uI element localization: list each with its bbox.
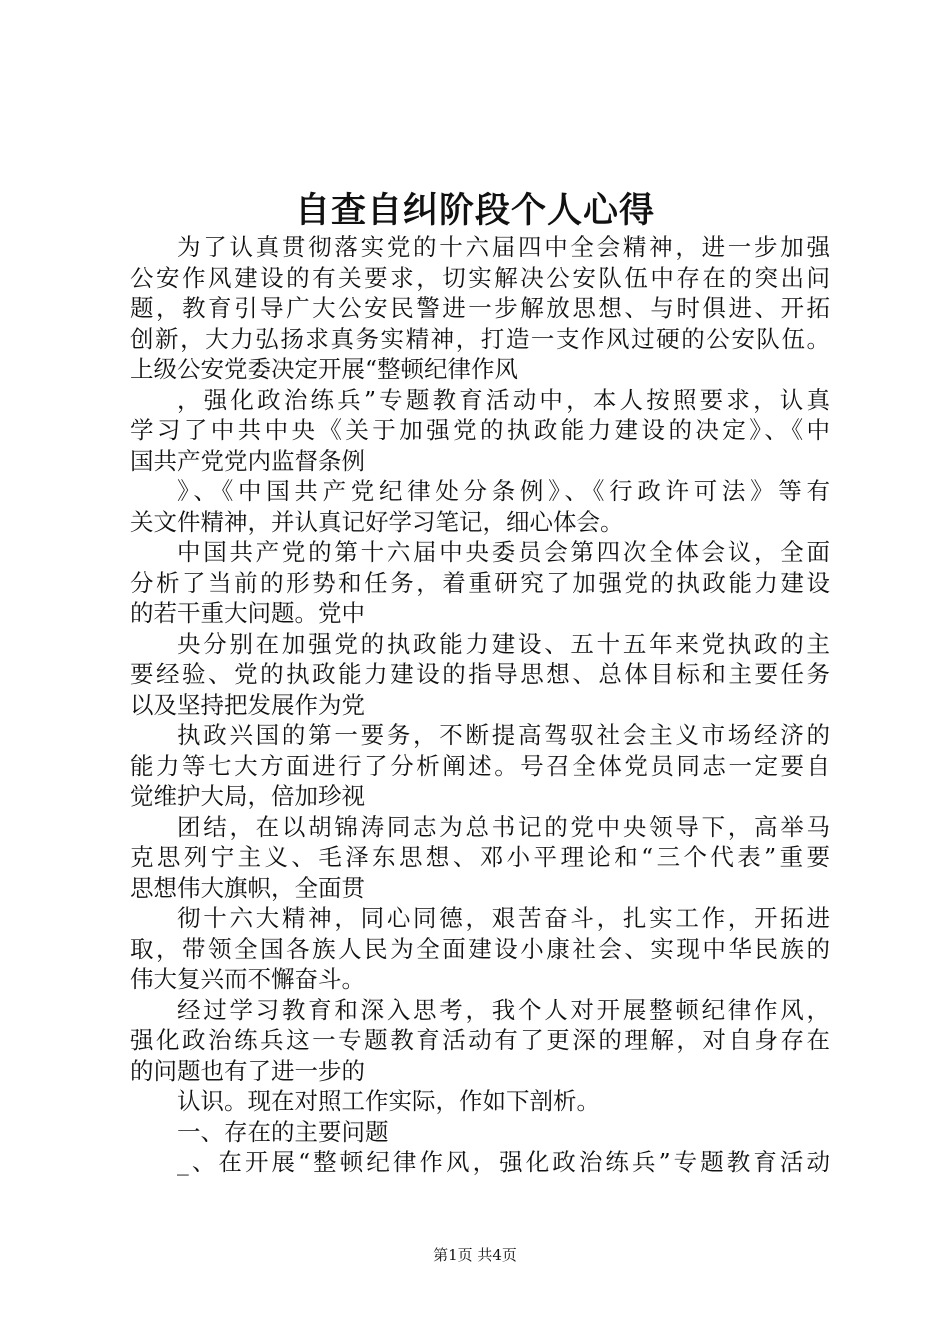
body-line: 取，带领全国各族人民为全面建设小康社会、实现中华民族的 bbox=[130, 934, 830, 963]
body-line: 能力等七大方面进行了分析阐述。号召全体党员同志一定要自 bbox=[130, 751, 830, 780]
body-line: 一、存在的主要问题 bbox=[177, 1117, 389, 1146]
body-line: 的问题也有了进一步的 bbox=[130, 1056, 365, 1085]
body-line: 中国共产党的第十六届中央委员会第四次全体会议，全面 bbox=[177, 538, 830, 566]
document-body bbox=[130, 232, 830, 1178]
body-line: 思想伟大旗帜，全面贯 bbox=[130, 873, 365, 902]
body-line: 关文件精神，并认真记好学习笔记，细心体会。 bbox=[130, 507, 624, 536]
page-footer: 第1页 共4页 bbox=[433, 1246, 517, 1264]
body-line: 经过学习教育和深入思考，我个人对开展整顿纪律作风， bbox=[177, 995, 830, 1024]
body-line: 克思列宁主义、毛泽东思想、邓小平理论和“三个代表”重要 bbox=[130, 843, 830, 871]
body-line: ，强化政治练兵”专题教育活动中，本人按照要求，认真 bbox=[177, 385, 830, 414]
body-line: 觉维护大局，倍加珍视 bbox=[130, 782, 365, 810]
body-line: 分析了当前的形势和任务，着重研究了加强党的执政能力建设 bbox=[130, 568, 830, 597]
body-line: 要经验、党的执政能力建设的指导思想、总体目标和主要任务 bbox=[130, 660, 830, 688]
body-line: 创新，大力弘扬求真务实精神，打造一支作风过硬的公安队伍。 bbox=[130, 324, 830, 353]
body-line: 央分别在加强党的执政能力建设、五十五年来党执政的主 bbox=[177, 629, 830, 658]
body-line: _、在开展“整顿纪律作风，强化政治练兵”专题教育活动 bbox=[177, 1148, 830, 1176]
body-line: 认识。现在对照工作实际，作如下剖析。 bbox=[177, 1087, 600, 1115]
body-line: 公安作风建设的有关要求，切实解决公安队伍中存在的突出问 bbox=[130, 263, 830, 292]
body-line: 彻十六大精神，同心同德，艰苦奋斗，扎实工作，开拓进 bbox=[177, 904, 830, 932]
body-line: 执政兴国的第一要务，不断提高驾驭社会主义市场经济的 bbox=[177, 721, 830, 749]
body-line: 伟大复兴而不懈奋斗。 bbox=[130, 965, 365, 993]
body-line: 学习了中共中央《关于加强党的执政能力建设的决定》、《中 bbox=[130, 416, 830, 444]
document-title: 自查自纠阶段个人心得 bbox=[294, 191, 655, 231]
body-line: 团结，在以胡锦涛同志为总书记的党中央领导下，高举马 bbox=[177, 812, 830, 841]
body-line: 强化政治练兵这一专题教育活动有了更深的理解，对自身存在 bbox=[130, 1026, 830, 1054]
body-line: 上级公安党委决定开展“整顿纪律作风 bbox=[130, 355, 519, 383]
body-line: 为了认真贯彻落实党的十六届四中全会精神，进一步加强 bbox=[177, 233, 830, 261]
body-line: 国共产党党内监督条例 bbox=[130, 446, 365, 475]
body-line: 的若干重大问题。党中 bbox=[130, 599, 365, 627]
body-line: 》、《中国共产党纪律处分条例》、《行政许可法》等有 bbox=[177, 477, 830, 505]
body-line: 题，教育引导广大公安民警进一步解放思想、与时俱进、开拓 bbox=[130, 294, 830, 322]
body-line: 以及坚持把发展作为党 bbox=[130, 690, 365, 719]
